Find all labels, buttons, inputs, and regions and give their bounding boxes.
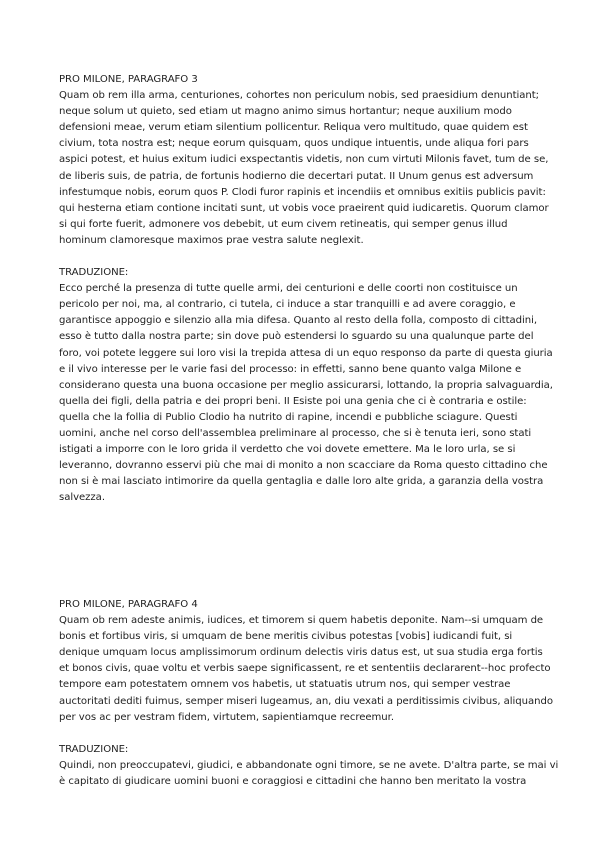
section-paragraph-4 bbox=[59, 597, 559, 790]
text-line: aspici potest, et huius exitum iudici exspectantis videtis, non cum virtuti Milonis favet, tum de se, bbox=[59, 154, 549, 166]
text-line: quella che la follia di Publio Clodio ha nutrito di rapine, incendi e pubbliche sciagure. Questi bbox=[59, 411, 518, 423]
text-line: Quindi, non preoccupatevi, giudici, e abbandonate ogni timore, se ne avete. D'altra parte, se mai vi bbox=[59, 759, 559, 771]
text-line: quella dei figli, della patria e dei propri beni. II Esiste poi una genia che ci è contraria e ostile: bbox=[59, 395, 527, 407]
text-line: infestumque nobis, eorum quos P. Clodi furor rapinis et incendiis et omnibus exitiis publicis pavit: bbox=[59, 186, 546, 198]
text-line: defensioni meae, verum etiam silentium pollicentur. Reliqua vero multitudo, quae quidem est bbox=[59, 122, 528, 134]
text-line: bonis et fortibus viris, si umquam de bene meritis civibus potestas [vobis] iudicandi fuit, si bbox=[59, 631, 513, 643]
section-heading: PRO MILONE, PARAGRAFO 3 bbox=[59, 74, 198, 85]
text-line: uomini, anche nel corso dell'assemblea preliminare al processo, che si è tenuta ieri, sono stati bbox=[59, 427, 532, 439]
text-line: auctoritati dediti fuimus, semper miseri lugeamus, an, diu vexati a perditissimis civibus, aliquando bbox=[59, 695, 553, 707]
text-line: hominum clamoresque maximos prae vestra salute neglexit. bbox=[59, 234, 364, 246]
text-line: leveranno, dovranno esservi più che mai di monito a non scacciare da Roma questo cittadino che bbox=[59, 460, 548, 472]
text-line: et bonos civis, quae voltu et verbis saepe significassent, re et sententiis declararent--hoc profecto bbox=[59, 663, 551, 675]
text-line: qui hesterna etiam contione incitati sunt, ut vobis voce praeirent quid iudicaretis. Quorum clamor bbox=[59, 202, 549, 214]
text-line: Quam ob rem illa arma, centuriones, cohortes non periculum nobis, sed praesidium denuntiant; bbox=[59, 90, 540, 102]
section-paragraph-3 bbox=[59, 72, 553, 506]
text-line: tempore eam potestatem omnem vos habetis, ut statuatis utrum nos, qui semper vestrae bbox=[59, 679, 511, 691]
translation-label: TRADUZIONE: bbox=[59, 743, 129, 755]
text-line: denique umquam locus amplissimorum ordinum delectis viris datus est, ut sua studia erga fortis bbox=[59, 647, 543, 659]
text-line: garantisce appoggio e silenzio alla mia difesa. Quanto al resto della folla, composto di cittadini, bbox=[59, 315, 537, 327]
translation-text bbox=[59, 758, 559, 790]
text-line: civium, tota nostra est; neque eorum quisquam, quos undique intuentis, unde aliqua fori pars bbox=[59, 138, 529, 150]
text-line: pericolo per noi, ma, al contrario, ci tutela, ci induce a star tranquilli e ad avere coraggio, e bbox=[59, 299, 516, 311]
text-line: foro, voi potete leggere sui loro visi la trepida attesa di un equo responso da parte di questa giuria bbox=[59, 347, 553, 359]
translation-text bbox=[59, 281, 553, 506]
text-line: neque solum ut quieto, sed etiam ut magno animo simus hortantur; neque auxilium modo bbox=[59, 106, 512, 118]
text-line: non si è mai lasciato intimorire da quella gentaglia e dalle loro alte grida, a garanzia della vostra bbox=[59, 476, 544, 488]
translation-label: TRADUZIONE: bbox=[59, 267, 129, 279]
text-line: si qui forte fuerit, admonere vos debebit, ut eum civem retineatis, qui semper genus illud bbox=[59, 218, 508, 230]
text-line: de liberis suis, de patria, de fortunis hodierno die decertari putat. II Unum genus est adversum bbox=[59, 170, 534, 182]
text-line: e il vivo interesse per le varie fasi del processo: in effetti, sanno bene quanto valga Milone e bbox=[59, 363, 522, 375]
text-line: Quam ob rem adeste animis, iudices, et timorem si quem habetis deponite. Nam--si umquam de bbox=[59, 615, 544, 627]
text-line: è capitato di giudicare uomini buoni e coraggiosi e cittadini che hanno ben meritato la vostra bbox=[59, 775, 527, 787]
latin-text bbox=[59, 88, 549, 249]
text-line: considerano questa una buona occasione per meglio assicurarsi, lottando, la propria salvaguardia, bbox=[59, 379, 553, 391]
text-line: salvezza. bbox=[59, 492, 105, 504]
section-heading: PRO MILONE, PARAGRAFO 4 bbox=[59, 599, 198, 610]
text-line: per vos ac per vestram fidem, virtutem, sapientiamque recreemur. bbox=[59, 711, 394, 723]
latin-text bbox=[59, 613, 553, 726]
text-line: esso è tutto dalla nostra parte; sin dove può estendersi lo sguardo su una qualunque parte del bbox=[59, 331, 534, 343]
text-line: istigati a imporre con le loro grida il verdetto che voi dovete emettere. Ma le loro urla, se si bbox=[59, 444, 516, 456]
text-line: Ecco perché la presenza di tutte quelle armi, dei centurioni e delle coorti non costituisce un bbox=[59, 283, 518, 295]
